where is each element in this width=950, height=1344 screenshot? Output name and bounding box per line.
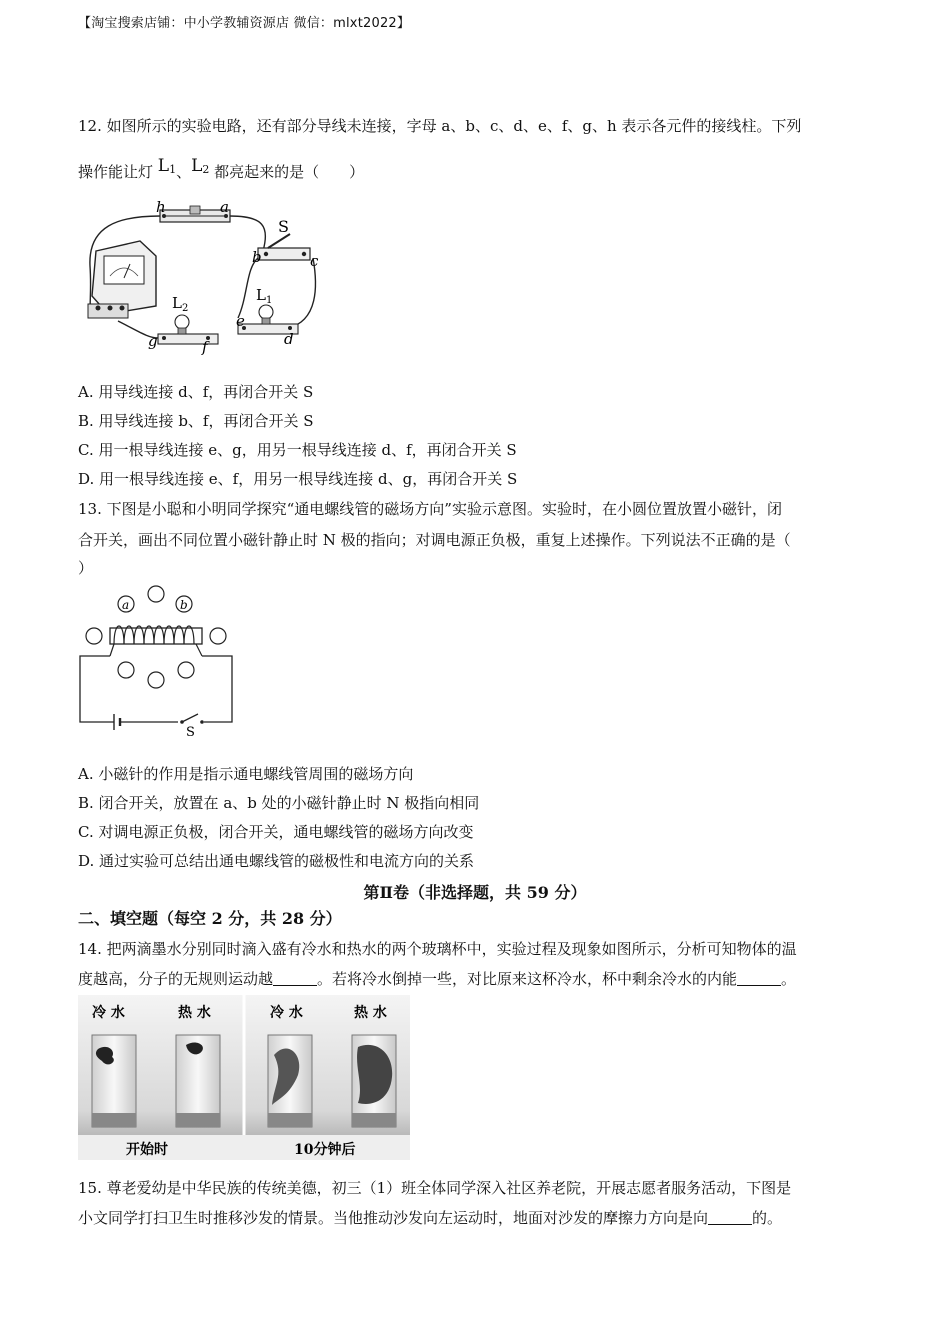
q13-option-d[interactable]: D. 通过实验可总结出通电螺线管的磁极性和电流方向的关系 <box>78 852 475 870</box>
q12-option-d[interactable]: D. 用一根导线连接 e、f，用另一根导线连接 d、g，再闭合开关 S <box>78 470 518 488</box>
q14-blank-1[interactable] <box>273 971 317 986</box>
q12-label-c: c <box>310 252 319 270</box>
q12-label-d: d <box>284 330 294 348</box>
q12-label-L2: $L_2$ <box>172 294 189 314</box>
q15-stem-line1: 15. 尊老爱幼是中华民族的传统美德，初三（1）班全体同学深入社区养老院，开展志愿者服务活动，下图是 <box>78 1179 792 1197</box>
q14-label-cold-2: 冷 水 <box>270 1005 303 1021</box>
q14-label-hot-1: 热 水 <box>178 1005 211 1021</box>
q14-label-start: 开始时 <box>126 1142 168 1158</box>
q14-label-cold-1: 冷 水 <box>92 1005 125 1021</box>
section-fill-in-title: 二、填空题（每空 2 分，共 28 分） <box>78 909 342 928</box>
q13-label-b: b <box>180 598 188 612</box>
q14-text-b: 。若将冷水倒掉一些，对比原来这杯冷水，杯中剩余冷水的内能 <box>317 970 738 988</box>
q12-stem-line2 <box>78 156 364 182</box>
q14-text-a: 度越高，分子的无规则运动越 <box>78 970 274 988</box>
q12-circuit-figure <box>78 196 338 356</box>
q14-ink-diffusion-photo <box>78 995 410 1160</box>
q13-stem-line3: ） <box>78 559 94 577</box>
q13-label-S: S <box>186 725 195 737</box>
q12-separator: 、 <box>176 163 192 181</box>
q14-label-after: 10分钟后 <box>294 1142 356 1158</box>
q13-stem-line2: 合开关，画出不同位置小磁针静止时 N 极的指向；对调电源正负极，重复上述操作。下列说法不正确的是（ <box>78 531 791 549</box>
q12-stem-text-b: 都亮起来的是（ ） <box>209 163 365 181</box>
q14-label-hot-2: 热 水 <box>354 1005 387 1021</box>
q15-text-a: 小文同学打扫卫生时推移沙发的情景。当他推动沙发向左运动时，地面对沙发的摩擦力方向是向 <box>78 1209 709 1227</box>
q13-stem-line1: 13. 下图是小聪和小明同学探究“通电螺线管的磁场方向”实验示意图。实验时，在小圆位置放置小磁针，闭 <box>78 500 782 518</box>
q12-option-c[interactable]: C. 用一根导线连接 e、g，用另一根导线连接 d、f，再闭合开关 S <box>78 441 517 459</box>
q13-option-a[interactable]: A. 小磁针的作用是指示通电螺线管周围的磁场方向 <box>78 765 414 783</box>
q13-option-b[interactable]: B. 闭合开关，放置在 a、b 处的小磁针静止时 N 极指向相同 <box>78 794 480 812</box>
q12-label-f: f <box>202 338 208 356</box>
q15-stem-line2 <box>78 1208 782 1228</box>
q15-blank-1[interactable] <box>708 1210 752 1225</box>
q13-option-c[interactable]: C. 对调电源正负极，闭合开关，通电螺线管的磁场方向改变 <box>78 823 474 841</box>
page-header: 【淘宝搜索店铺：中小学教辅资源店 微信：mlxt2022】 <box>78 16 411 31</box>
q12-stem-line1: 12. 如图所示的实验电路，还有部分导线未连接，字母 a、b、c、d、e、f、g、h 表示各元件的接线柱。下列 <box>78 117 802 135</box>
q12-option-a[interactable]: A. 用导线连接 d、f，再闭合开关 S <box>78 383 314 401</box>
part2-title: 第Ⅱ卷（非选择题，共 59 分） <box>363 883 587 902</box>
q12-label-g: g <box>148 332 158 350</box>
q12-label-e: e <box>236 312 245 330</box>
q13-solenoid-figure <box>78 582 248 737</box>
q12-lamp-l1: L1 <box>157 156 177 176</box>
q12-label-a: a <box>220 198 229 216</box>
q14-text-c: 。 <box>781 970 797 988</box>
q12-label-S: S <box>278 217 289 236</box>
q14-blank-2[interactable] <box>737 971 781 986</box>
q14-stem-line1: 14. 把两滴墨水分别同时滴入盛有冷水和热水的两个玻璃杯中，实验过程及现象如图所示，分析可知物体的温 <box>78 940 797 958</box>
q12-stem-text-a: 操作能让灯 <box>78 163 158 181</box>
q15-text-b: 的。 <box>752 1209 783 1227</box>
q14-stem-line2 <box>78 969 796 989</box>
q13-label-a: a <box>122 598 130 612</box>
q12-label-h: h <box>156 198 166 216</box>
q12-label-L1: $L_1$ <box>256 286 273 306</box>
q12-label-b: b <box>252 248 262 266</box>
q12-lamp-l2: L2 <box>191 156 210 176</box>
q12-option-b[interactable]: B. 用导线连接 b、f，再闭合开关 S <box>78 412 314 430</box>
